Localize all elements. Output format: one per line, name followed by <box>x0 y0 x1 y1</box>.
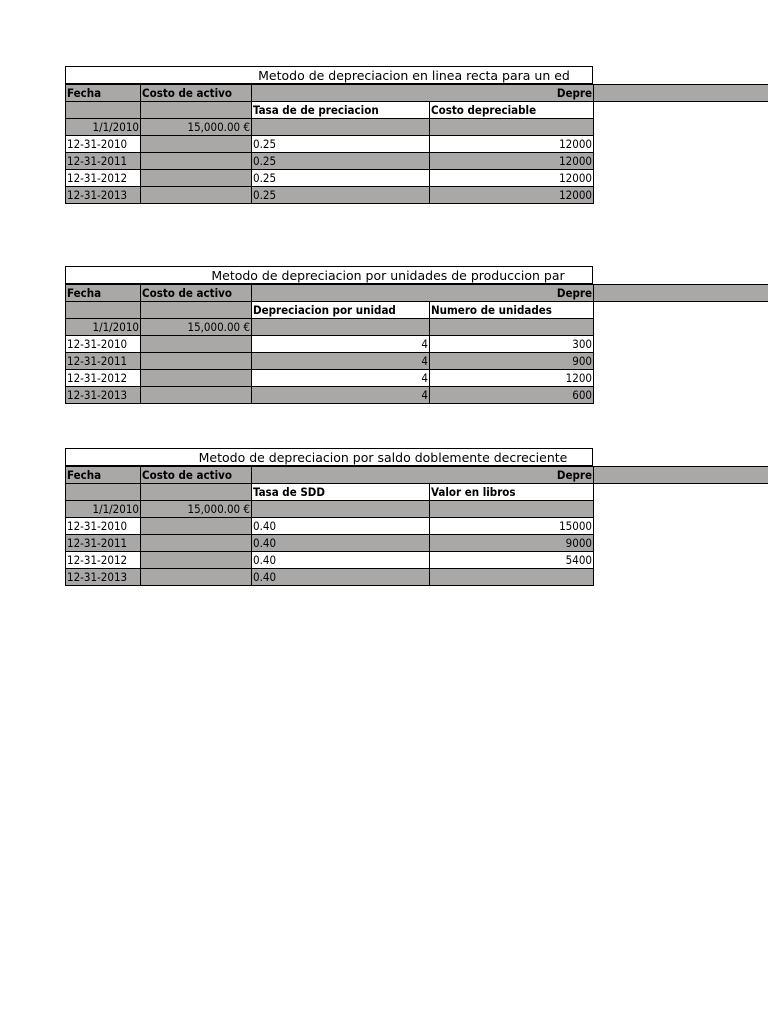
cell[interactable] <box>430 119 594 136</box>
cell[interactable] <box>430 319 594 336</box>
cell[interactable] <box>141 336 252 353</box>
cell[interactable] <box>66 302 141 319</box>
table-row <box>66 153 594 170</box>
rate-cell[interactable]: 0.40 <box>252 535 430 552</box>
per-unit-cell[interactable]: 4 <box>252 370 430 387</box>
cell[interactable] <box>66 484 141 501</box>
cell[interactable] <box>141 535 252 552</box>
table-row <box>66 170 594 187</box>
subheader-sdd-rate[interactable]: Tasa de SDD <box>252 484 430 501</box>
initial-cost-cell[interactable]: 15,000.00 € <box>141 119 252 136</box>
rate-cell[interactable]: 0.25 <box>252 153 430 170</box>
subheader-depreciable-cost[interactable]: Costo depreciable <box>430 102 594 119</box>
cell[interactable] <box>141 569 252 586</box>
header-fill-extension <box>593 284 768 302</box>
header-fecha[interactable]: Fecha <box>66 467 141 484</box>
cell[interactable] <box>141 136 252 153</box>
header-depreciation-group[interactable]: Depre <box>252 467 594 484</box>
subheader-book-value[interactable]: Valor en libros <box>430 484 594 501</box>
cell[interactable] <box>141 387 252 404</box>
rate-cell[interactable]: 0.40 <box>252 569 430 586</box>
date-cell[interactable]: 12-31-2013 <box>66 187 141 204</box>
cell[interactable] <box>141 518 252 535</box>
cell[interactable] <box>252 319 430 336</box>
cell[interactable] <box>141 302 252 319</box>
sheet-grid <box>65 466 594 586</box>
table-row <box>66 136 594 153</box>
header-costo-activo[interactable]: Costo de activo <box>141 285 252 302</box>
header-fill-extension <box>593 84 768 102</box>
table-title: Metodo de depreciacion por saldo doblemente decreciente <box>65 448 593 466</box>
date-cell[interactable]: 12-31-2011 <box>66 153 141 170</box>
date-cell[interactable]: 12-31-2010 <box>66 136 141 153</box>
cell[interactable] <box>430 501 594 518</box>
table-row <box>66 353 594 370</box>
sheet-grid <box>65 84 594 204</box>
subheader-per-unit[interactable]: Depreciacion por unidad <box>252 302 430 319</box>
book-value-cell[interactable] <box>430 569 594 586</box>
table-row <box>66 552 594 569</box>
date-cell[interactable]: 12-31-2011 <box>66 535 141 552</box>
date-cell[interactable]: 12-31-2013 <box>66 387 141 404</box>
units-cell[interactable]: 600 <box>430 387 594 404</box>
table-row <box>66 535 594 552</box>
table-title: Metodo de depreciacion en linea recta para un ed <box>65 66 593 84</box>
cell[interactable] <box>252 119 430 136</box>
date-cell[interactable]: 12-31-2010 <box>66 518 141 535</box>
cell[interactable] <box>141 187 252 204</box>
rate-cell[interactable]: 0.40 <box>252 552 430 569</box>
date-cell[interactable]: 12-31-2012 <box>66 170 141 187</box>
cell[interactable] <box>141 153 252 170</box>
value-cell[interactable]: 12000 <box>430 153 594 170</box>
per-unit-cell[interactable]: 4 <box>252 353 430 370</box>
header-fecha[interactable]: Fecha <box>66 85 141 102</box>
per-unit-cell[interactable]: 4 <box>252 387 430 404</box>
date-cell[interactable]: 12-31-2010 <box>66 336 141 353</box>
cell[interactable] <box>141 170 252 187</box>
table-row <box>66 336 594 353</box>
initial-cost-cell[interactable]: 15,000.00 € <box>141 319 252 336</box>
table-row <box>66 370 594 387</box>
rate-cell[interactable]: 0.25 <box>252 170 430 187</box>
initial-cost-cell[interactable]: 15,000.00 € <box>141 501 252 518</box>
units-cell[interactable]: 300 <box>430 336 594 353</box>
header-depreciation-group[interactable]: Depre <box>252 85 594 102</box>
cell[interactable] <box>141 102 252 119</box>
table-row <box>66 518 594 535</box>
date-cell[interactable]: 12-31-2013 <box>66 569 141 586</box>
book-value-cell[interactable]: 15000 <box>430 518 594 535</box>
cell[interactable] <box>252 501 430 518</box>
rate-cell[interactable]: 0.40 <box>252 518 430 535</box>
date-cell[interactable]: 12-31-2012 <box>66 552 141 569</box>
table-row <box>66 387 594 404</box>
book-value-cell[interactable]: 5400 <box>430 552 594 569</box>
table-row <box>66 187 594 204</box>
date-cell[interactable]: 12-31-2011 <box>66 353 141 370</box>
cell[interactable] <box>66 102 141 119</box>
header-fecha[interactable]: Fecha <box>66 285 141 302</box>
table-row <box>66 569 594 586</box>
book-value-cell[interactable]: 9000 <box>430 535 594 552</box>
initial-date-cell[interactable]: 1/1/2010 <box>66 501 141 518</box>
initial-date-cell[interactable]: 1/1/2010 <box>66 319 141 336</box>
header-fill-extension <box>593 466 768 484</box>
cell[interactable] <box>141 484 252 501</box>
header-costo-activo[interactable]: Costo de activo <box>141 467 252 484</box>
initial-date-cell[interactable]: 1/1/2010 <box>66 119 141 136</box>
value-cell[interactable]: 12000 <box>430 170 594 187</box>
sheet-grid <box>65 284 594 404</box>
value-cell[interactable]: 12000 <box>430 187 594 204</box>
cell[interactable] <box>141 353 252 370</box>
units-cell[interactable]: 1200 <box>430 370 594 387</box>
subheader-units[interactable]: Numero de unidades <box>430 302 594 319</box>
per-unit-cell[interactable]: 4 <box>252 336 430 353</box>
rate-cell[interactable]: 0.25 <box>252 136 430 153</box>
cell[interactable] <box>141 370 252 387</box>
header-depreciation-group[interactable]: Depre <box>252 285 594 302</box>
value-cell[interactable]: 12000 <box>430 136 594 153</box>
rate-cell[interactable]: 0.25 <box>252 187 430 204</box>
units-cell[interactable]: 900 <box>430 353 594 370</box>
subheader-rate[interactable]: Tasa de de preciacion <box>252 102 430 119</box>
cell[interactable] <box>141 552 252 569</box>
date-cell[interactable]: 12-31-2012 <box>66 370 141 387</box>
table-title: Metodo de depreciacion por unidades de produccion par <box>65 266 593 284</box>
header-costo-activo[interactable]: Costo de activo <box>141 85 252 102</box>
